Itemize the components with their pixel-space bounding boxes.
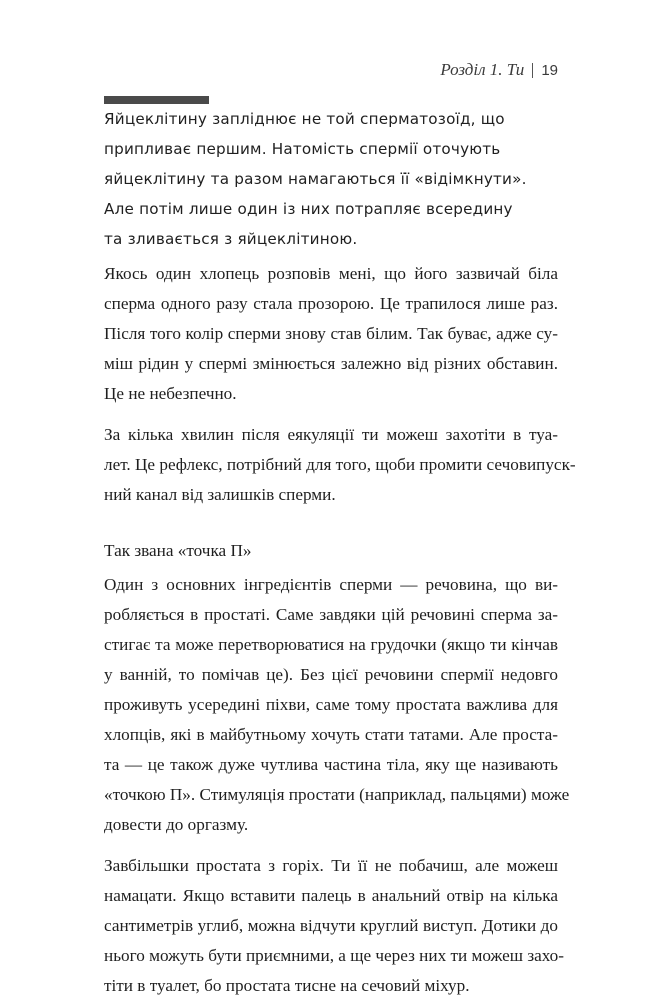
callout-line: Яйцеклітину запліднює не той сперматозоїд, що — [104, 110, 505, 128]
text-line: Після того колір сперми знову став білим. Так буває, адже су- — [104, 324, 558, 343]
paragraph — [104, 570, 570, 840]
text-line: ний канал від залишків сперми. — [104, 485, 336, 504]
text-line: сантиметрів углиб, можна відчути круглий виступ. Дотики до — [104, 916, 558, 935]
running-head — [440, 60, 558, 80]
text-line: сперма одного разу стала прозорою. Це трапилося лише раз. — [104, 294, 558, 313]
callout-line: яйцеклітину та разом намагаються її «відімкнути». — [104, 170, 527, 188]
text-line: Завбільшки простата з горіх. Ти її не побачиш, але можеш — [104, 856, 558, 875]
text-line: намацати. Якщо вставити палець в анальний отвір на кілька — [104, 886, 558, 905]
text-line: За кілька хвилин після еякуляції ти можеш захотіти в туа- — [104, 425, 558, 444]
callout-line: та зливається з яйцеклітиною. — [104, 230, 358, 248]
paragraph — [104, 259, 558, 409]
text-line: нього можуть бути приємними, а ще через них ти можеш захо- — [104, 946, 564, 965]
section-title: Розділ 1. Ти — [440, 60, 525, 79]
body-text — [104, 259, 576, 1001]
text-line: та — це також дуже чутлива частина тіла, яку ще називають — [104, 755, 558, 774]
paragraph-spacer — [104, 409, 558, 420]
paragraph — [104, 851, 564, 1001]
callout-accent-bar — [104, 96, 209, 104]
page-number: 19 — [541, 61, 558, 79]
text-line: лет. Це рефлекс, потрібний для того, щоби промити сечовипуск- — [104, 455, 576, 474]
callout-box — [104, 104, 527, 254]
paragraph — [104, 420, 576, 510]
text-line: тіти в туалет, бо простата тисне на сечовий міхур. — [104, 976, 470, 995]
text-line: Один з основних інгредієнтів сперми — речовина, що ви- — [104, 575, 558, 594]
text-line: стигає та може перетворюватися на грудочки (якщо ти кінчав — [104, 635, 558, 654]
section-spacer — [104, 510, 558, 536]
text-line: проживуть усередині піхви, саме тому простата важлива для — [104, 695, 558, 714]
text-line: Це не небезпечно. — [104, 384, 237, 403]
text-line: Якось один хлопець розповів мені, що його зазвичай біла — [104, 264, 558, 283]
text-line: довести до оргазму. — [104, 815, 249, 834]
text-line: робляється в простаті. Саме завдяки цій речовині сперма за- — [104, 605, 558, 624]
callout-line: припливає першим. Натомість спермії оточують — [104, 140, 501, 158]
text-line: у ванній, то помічав це). Без цієї речовини спермії недовго — [104, 665, 558, 684]
paragraph-spacer — [104, 840, 558, 851]
callout-line: Але потім лише один із них потрапляє всередину — [104, 200, 513, 218]
header-divider — [532, 63, 533, 78]
text-line: міш рідин у спермі змінюється залежно від різних обставин. — [104, 354, 558, 373]
section-subheading: Так звана «точка П» — [104, 541, 252, 560]
text-line: хлопців, які в майбутньому хочуть стати татами. Але проста- — [104, 725, 558, 744]
text-line: «точкою П». Стимуляція простати (наприклад, пальцями) може — [104, 785, 570, 804]
